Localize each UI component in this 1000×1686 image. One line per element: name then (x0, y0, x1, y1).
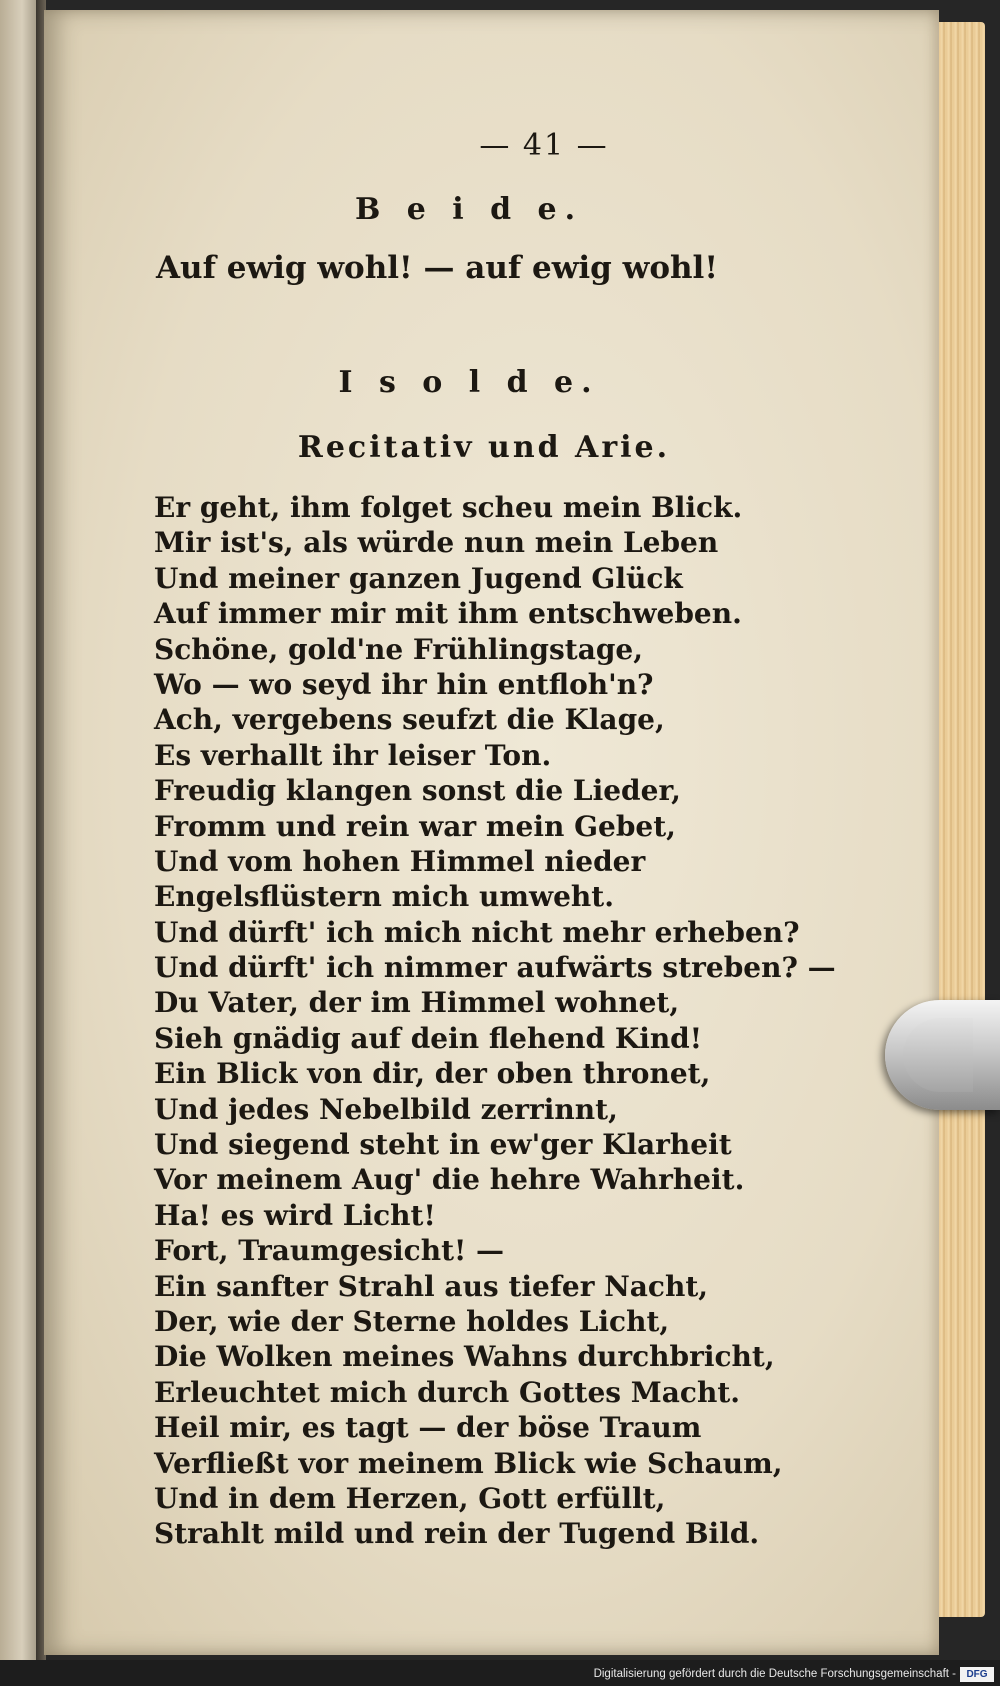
verse-line: Du Vater, der im Himmel wohnet, (154, 986, 680, 1020)
verse-line: Und siegend steht in ew'ger Klarheit (154, 1128, 732, 1162)
verse-line: Sieh gnädig auf dein flehend Kind! (154, 1021, 703, 1055)
verse-line: Erleuchtet mich durch Gottes Macht. (154, 1375, 741, 1409)
verse-line: Und in dem Herzen, Gott erfüllt, (154, 1481, 666, 1515)
verse-line: Mir ist's, als würde nun mein Leben (154, 526, 719, 560)
speaker-heading-isolde: I s o l d e. (338, 365, 600, 400)
scanner-page-clip (885, 1000, 1000, 1110)
verse-line: Verfließt vor meinem Blick wie Schaum, (154, 1446, 783, 1480)
verse-line: Schöne, gold'ne Frühlingstage, (154, 632, 643, 666)
verse-line: Fort, Traumgesicht! — (154, 1234, 505, 1268)
digitization-credit: Digitalisierung gefördert durch die Deutsche Forschungsgemeinschaft - (593, 1668, 956, 1680)
verse-line: Und jedes Nebelbild zerrinnt, (154, 1092, 618, 1126)
verse-line: Ha! es wird Licht! (154, 1198, 436, 1232)
verse-line: Heil mir, es tagt — der böse Traum (154, 1411, 702, 1445)
verse-line: Der, wie der Sterne holdes Licht, (154, 1304, 670, 1338)
verse-line: Auf immer mir mit ihm entschweben. (154, 597, 742, 631)
clip-highlight (903, 1018, 973, 1092)
verse-line: Ein sanfter Strahl aus tiefer Nacht, (154, 1269, 709, 1303)
verse-line-beide: Auf ewig wohl! — auf ewig wohl! (156, 250, 718, 286)
verse-line: Und meiner ganzen Jugend Glück (154, 561, 683, 595)
verse-line: Fromm und rein war mein Gebet, (154, 809, 676, 843)
verse-line: Und dürft' ich nimmer aufwärts streben? — (154, 951, 836, 985)
verse-line: Und vom hohen Himmel nieder (154, 844, 646, 878)
verse-line: Engelsflüstern mich umweht. (154, 880, 614, 914)
verse-line: Strahlt mild und rein der Tugend Bild. (154, 1517, 760, 1551)
verse-line: Freudig klangen sonst die Lieder, (154, 774, 681, 808)
speaker-heading-beide: B e i d e. (354, 192, 584, 227)
page-text (44, 10, 939, 1655)
verse-line: Vor meinem Aug' die hehre Wahrheit. (154, 1163, 745, 1197)
previous-page-edge (0, 0, 40, 1660)
page-number: — 41 — (479, 128, 609, 163)
verse-line: Ein Blick von dir, der oben thronet, (154, 1057, 711, 1091)
verse-line: Wo — wo seyd ihr hin entfloh'n? (154, 667, 654, 701)
section-subheading: Recitativ und Arie. (297, 430, 671, 465)
book-page (44, 10, 939, 1655)
footer-bar (0, 1660, 1000, 1686)
dfg-logo: DFG (960, 1667, 994, 1682)
verse-line: Er geht, ihm folget scheu mein Blick. (154, 491, 743, 524)
verse-line: Und dürft' ich mich nicht mehr erheben? (154, 915, 800, 949)
verse-block (154, 490, 854, 1552)
verse-line: Es verhallt ihr leiser Ton. (154, 738, 552, 772)
verse-line: Ach, vergebens seufzt die Klage, (154, 703, 665, 737)
verse-line: Die Wolken meines Wahns durchbricht, (154, 1340, 775, 1374)
